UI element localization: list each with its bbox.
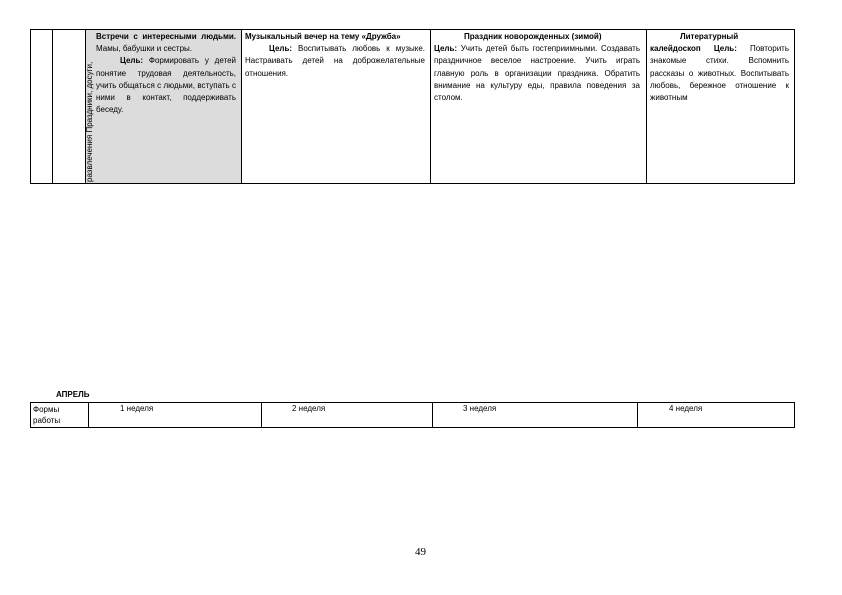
newborn-party-goal-label: Цель: bbox=[434, 44, 458, 54]
music-evening-goal-text: Воспитывать любовь к музыке. Настраивать детей на доброжелательные отношения. bbox=[245, 44, 425, 78]
april-week2-cell bbox=[261, 402, 433, 428]
april-week1-cell bbox=[88, 402, 262, 428]
music-evening-title: Музыкальный вечер на тему «Дружба» bbox=[245, 32, 401, 41]
week-2-label: 2 неделя bbox=[292, 404, 326, 413]
newborn-party-title: Праздник новорожденных (зимой) bbox=[464, 32, 602, 41]
newborn-party-text bbox=[434, 31, 640, 104]
newborn-party-goal-text: Учить детей быть гостеприимными. Создавать праздничное веселое настроение. Учить играть главную роль в организации праздника. Обратить внимание на культуру еды, правила поведения за столом. bbox=[434, 44, 640, 103]
literary-title: Литературный калейдоскоп bbox=[650, 32, 739, 54]
meetings-goal-text: Формировать у детей понятие трудовая деятельность, учить общаться с людьми, вступать с ними в контакт, поддерживать беседу. bbox=[96, 56, 236, 115]
music-evening-goal-label: Цель: bbox=[269, 44, 293, 54]
meetings-goal-label: Цель: bbox=[120, 56, 144, 66]
april-week4-cell bbox=[637, 402, 795, 428]
meetings-text bbox=[96, 31, 236, 116]
week-3-label: 3 неделя bbox=[463, 404, 497, 413]
literary-goal-label: Цель: bbox=[713, 44, 737, 54]
april-heading: АПРЕЛЬ bbox=[56, 390, 90, 399]
week-4-label: 4 неделя bbox=[669, 404, 703, 413]
table-cell-empty-left bbox=[30, 29, 53, 184]
category-vertical-label: развлечения Праздники, досуги, bbox=[85, 61, 94, 182]
meetings-title: Встречи с интересными людьми. bbox=[96, 32, 236, 41]
week-1-label: 1 неделя bbox=[120, 404, 154, 413]
meetings-subtitle: Мамы, бабушки и сестры. bbox=[96, 44, 192, 54]
literary-text bbox=[650, 31, 789, 104]
literary-goal-text: Повторить знакомые стихи. Вспомнить рассказы о животных. Воспитывать любовь, бережное отношение к животным bbox=[650, 44, 789, 103]
music-evening-text bbox=[245, 31, 425, 80]
forms-of-work-label: Формы работы bbox=[33, 405, 61, 425]
table-cell-category bbox=[52, 29, 86, 184]
page-number: 49 bbox=[415, 546, 426, 558]
